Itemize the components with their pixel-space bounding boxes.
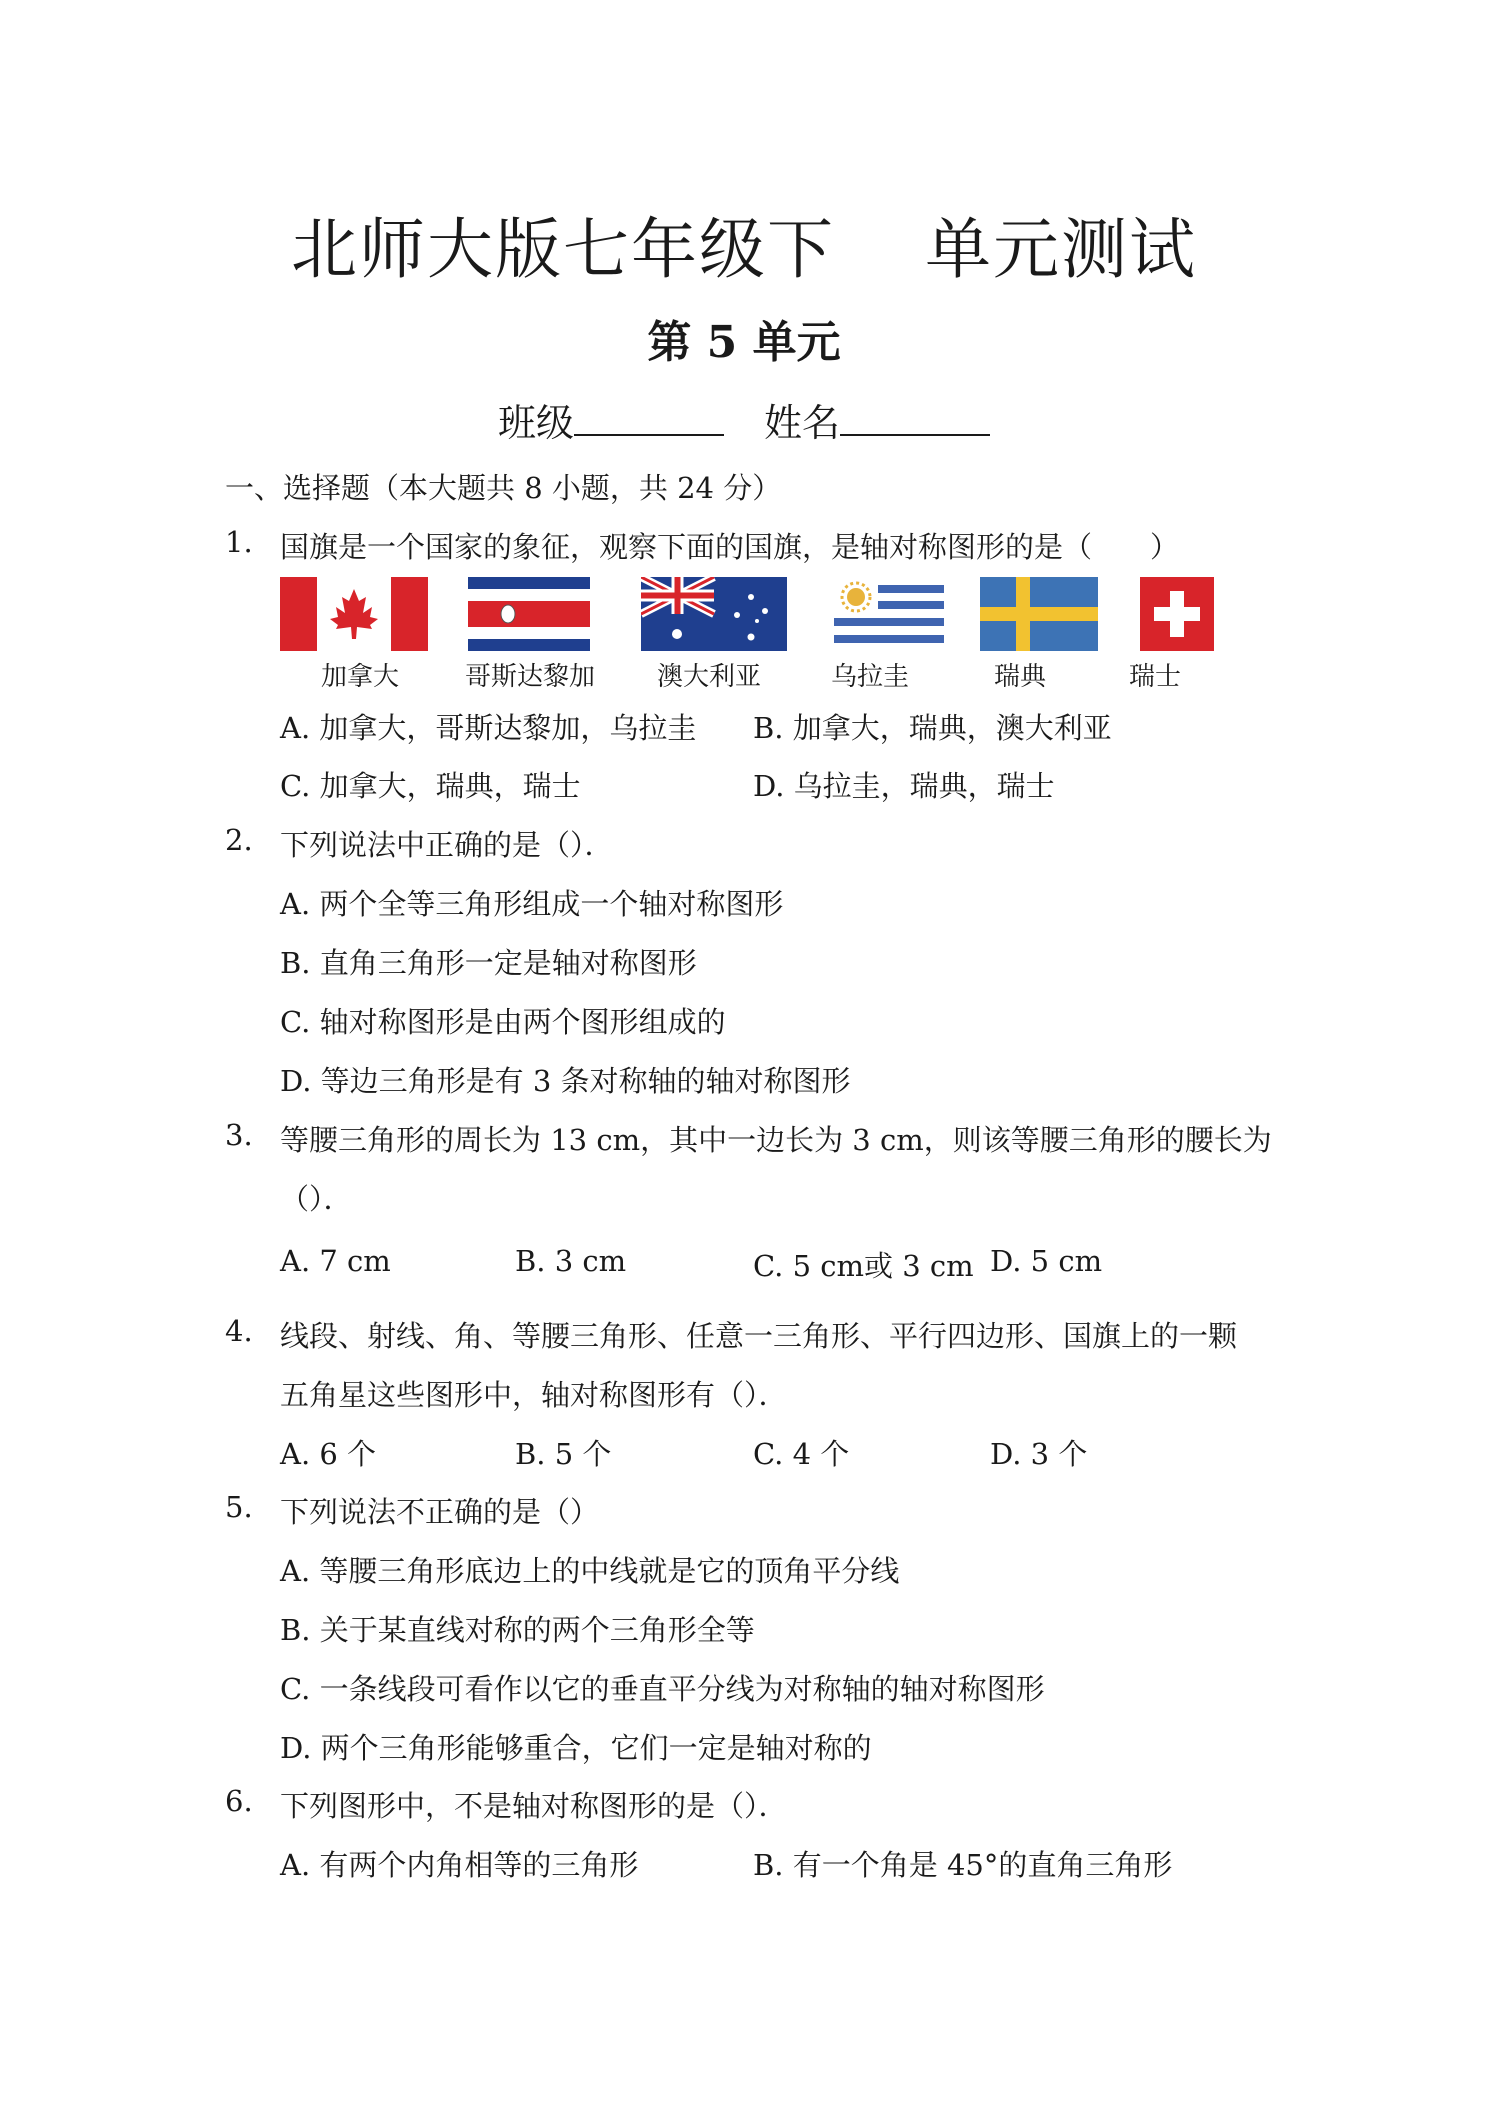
flag-label: 澳大利亚 — [656, 662, 761, 692]
question-number: 2. — [225, 823, 253, 857]
option-c[interactable]: C. 4 个 — [753, 1437, 850, 1471]
option-d[interactable]: D. 5 cm — [990, 1244, 1103, 1278]
option-c[interactable]: C. 轴对称图形是由两个图形组成的 — [280, 1005, 726, 1039]
name-blank[interactable] — [840, 400, 990, 436]
unit-subtitle: 第 5 单元 — [647, 317, 841, 368]
class-label: 班级 — [497, 401, 574, 445]
option-d[interactable]: D. 乌拉圭，瑞典，瑞士 — [753, 769, 1055, 803]
option-a[interactable]: A. 两个全等三角形组成一个轴对称图形 — [280, 887, 784, 921]
option-c[interactable]: C. 加拿大，瑞典，瑞士 — [280, 769, 581, 803]
question-text: 线段、射线、角、等腰三角形、任意一三角形、平行四边形、国旗上的一颗 — [280, 1319, 1238, 1353]
question-text: 国旗是一个国家的象征，观察下面的国旗，是轴对称图形的是（ ） — [280, 530, 1180, 564]
option-b[interactable]: B. 5 个 — [515, 1437, 612, 1471]
sweden-flag-icon — [980, 577, 1098, 651]
option-a[interactable]: A. 加拿大，哥斯达黎加，乌拉圭 — [280, 711, 697, 745]
question-text-continued: 五角星这些图形中，轴对称图形有（）． — [280, 1378, 788, 1412]
flag-label: 瑞士 — [1128, 662, 1181, 692]
class-name-line — [0, 392, 1488, 447]
flag-label: 乌拉圭 — [830, 662, 909, 692]
question-number: 1. — [225, 525, 253, 559]
option-d[interactable]: D. 等边三角形是有 3 条对称轴的轴对称图形 — [280, 1064, 851, 1098]
question-number: 4. — [225, 1314, 253, 1348]
question-number: 3. — [225, 1118, 253, 1152]
class-blank[interactable] — [574, 400, 724, 436]
title-left: 北师大版七年级下 — [291, 211, 835, 288]
flag-label: 哥斯达黎加 — [464, 662, 595, 692]
option-a[interactable]: A. 有两个内角相等的三角形 — [280, 1848, 639, 1882]
question-text: 下列图形中，不是轴对称图形的是（）． — [280, 1789, 788, 1823]
australia-flag-icon — [641, 577, 787, 651]
section-heading: 一、选择题（本大题共 8 小题，共 24 分） — [225, 471, 782, 505]
costa-rica-flag-icon — [468, 577, 590, 651]
question-text: 等腰三角形的周长为 13 cm，其中一边长为 3 cm，则该等腰三角形的腰长为 — [280, 1123, 1272, 1157]
option-b[interactable]: B. 关于某直线对称的两个三角形全等 — [280, 1613, 755, 1647]
option-b[interactable]: B. 加拿大，瑞典，澳大利亚 — [753, 711, 1112, 745]
page-title — [0, 196, 1488, 291]
flag-label: 加拿大 — [320, 662, 399, 692]
option-d[interactable]: D. 3 个 — [990, 1437, 1088, 1471]
option-a[interactable]: A. 6 个 — [280, 1437, 377, 1471]
option-d[interactable]: D. 两个三角形能够重合，它们一定是轴对称的 — [280, 1731, 872, 1765]
option-b[interactable]: B. 3 cm — [515, 1244, 627, 1278]
flag-label: 瑞典 — [993, 662, 1046, 692]
uruguay-flag-icon — [834, 577, 944, 651]
question-number: 5. — [225, 1490, 253, 1524]
canada-flag-icon — [280, 577, 428, 651]
title-right: 单元测试 — [925, 211, 1197, 288]
option-b[interactable]: B. 直角三角形一定是轴对称图形 — [280, 946, 697, 980]
question-number: 6. — [225, 1784, 253, 1818]
switzerland-flag-icon — [1140, 577, 1214, 651]
option-c[interactable]: C. 5 cm或 3 cm — [753, 1249, 974, 1283]
name-label: 姓名 — [764, 401, 841, 445]
question-text: 下列说法不正确的是（） — [280, 1495, 600, 1529]
question-text-continued: （）． — [280, 1182, 353, 1216]
option-a[interactable]: A. 7 cm — [280, 1244, 391, 1278]
option-a[interactable]: A. 等腰三角形底边上的中线就是它的顶角平分线 — [280, 1554, 900, 1588]
option-c[interactable]: C. 一条线段可看作以它的垂直平分线为对称轴的轴对称图形 — [280, 1672, 1045, 1706]
option-b[interactable]: B. 有一个角是 45°的直角三角形 — [753, 1848, 1173, 1882]
question-text: 下列说法中正确的是（）． — [280, 828, 614, 862]
